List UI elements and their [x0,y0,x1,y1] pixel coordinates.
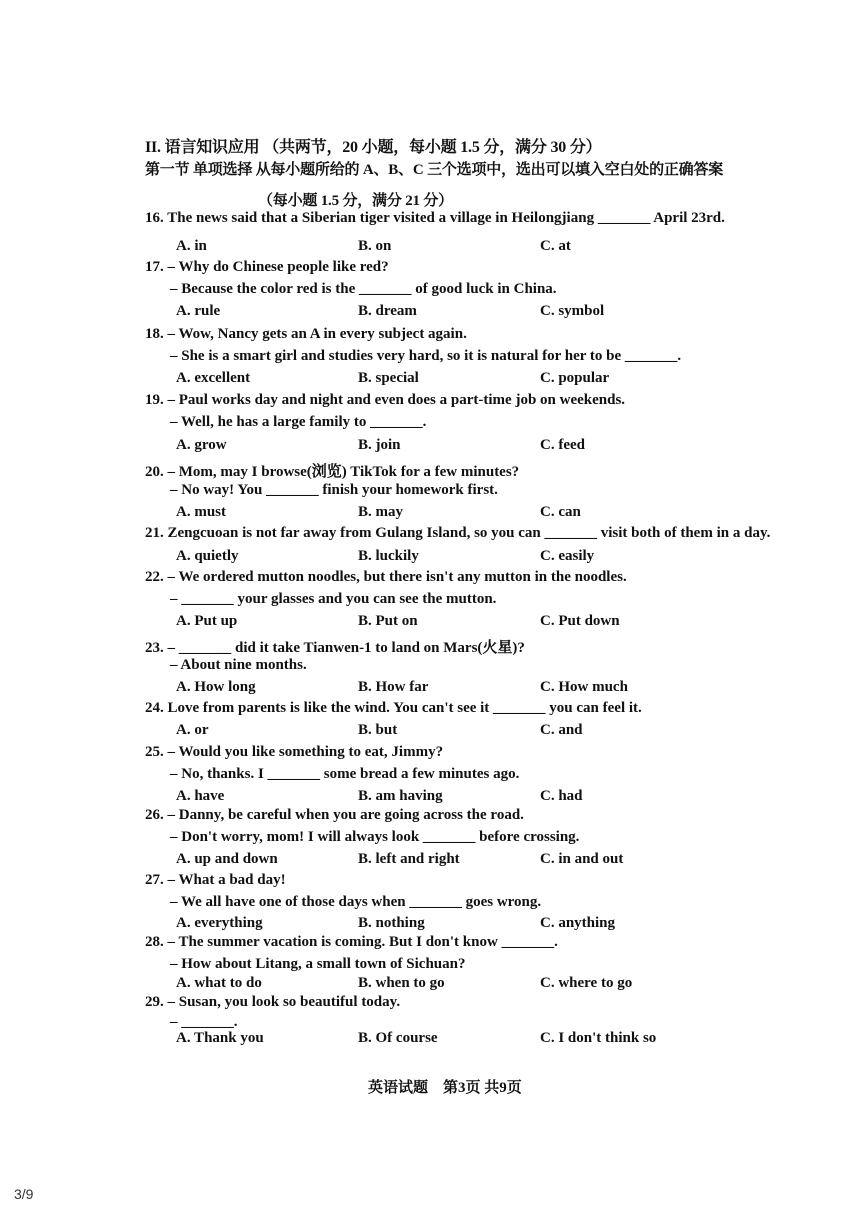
option-a: A. Put up [176,613,238,629]
option-c: C. in and out [540,851,624,867]
question-reply: – Because the color red is the _______ of good luck in China. [170,281,557,297]
option-c: C. I don't think so [540,1030,657,1046]
page-footer: 英语试题 第3页 共9页 [368,1080,522,1096]
option-a: A. grow [176,437,227,453]
question-stem: 19. – Paul works day and night and even does a part-time job on weekends. [145,392,626,408]
option-c: C. can [540,504,581,520]
option-c: C. and [540,722,583,738]
option-b: B. nothing [358,915,425,931]
option-a: A. quietly [176,548,239,564]
question-reply: – Don't worry, mom! I will always look _______ before crossing. [170,829,580,845]
option-c: C. feed [540,437,585,453]
question-reply: – About nine months. [170,657,307,673]
option-b: B. when to go [358,975,445,991]
option-b: B. am having [358,788,443,804]
question-stem: 20. – Mom, may I browse(浏览) TikTok for a few minutes? [145,464,520,480]
option-a: A. must [176,504,227,520]
question-stem: 21. Zengcuoan is not far away from Gulang Island, so you can _______ visit both of them in a day. [145,525,771,541]
option-b: B. but [358,722,398,738]
option-c: C. where to go [540,975,633,991]
question-stem: 27. – What a bad day! [145,872,286,888]
question-reply: – How about Litang, a small town of Sichuan? [170,956,466,972]
question-stem: 26. – Danny, be careful when you are going across the road. [145,807,524,823]
option-c: C. anything [540,915,616,931]
question-stem: 18. – Wow, Nancy gets an A in every subject again. [145,326,467,342]
option-b: B. dream [358,303,417,319]
option-b: B. join [358,437,401,453]
option-a: A. How long [176,679,256,695]
option-c: C. How much [540,679,628,695]
option-a: A. have [176,788,225,804]
question-stem: 24. Love from parents is like the wind. You can't see it _______ you can feel it. [145,700,642,716]
option-a: A. everything [176,915,263,931]
option-a: A. what to do [176,975,262,991]
question-reply: – Well, he has a large family to _______. [170,414,427,430]
option-c: C. had [540,788,583,804]
option-a: A. excellent [176,370,251,386]
question-reply: – _______. [170,1014,238,1030]
option-b: B. How far [358,679,429,695]
option-b: B. on [358,238,392,254]
option-b: B. luckily [358,548,419,564]
option-b: B. Put on [358,613,418,629]
question-stem: 23. – _______ did it take Tianwen-1 to land on Mars(火星)? [145,640,525,656]
question-reply: – _______ your glasses and you can see the mutton. [170,591,497,607]
option-a: A. Thank you [176,1030,264,1046]
question-stem: 28. – The summer vacation is coming. But I don't know _______. [145,934,558,950]
option-c: C. easily [540,548,595,564]
option-a: A. rule [176,303,221,319]
section-score: （每小题 1.5 分，满分 21 分） [258,193,453,209]
option-a: A. up and down [176,851,278,867]
question-reply: – We all have one of those days when _______ goes wrong. [170,894,542,910]
option-b: B. left and right [358,851,460,867]
question-reply: – No way! You _______ finish your homework first. [170,482,498,498]
option-b: B. may [358,504,403,520]
question-stem: 17. – Why do Chinese people like red? [145,259,389,275]
question-reply: – She is a smart girl and studies very hard, so it is natural for her to be _______. [170,348,682,364]
page-indicator: 3/9 [14,1186,34,1202]
option-a: A. or [176,722,209,738]
option-a: A. in [176,238,207,254]
section-heading: 第一节 单项选择 从每小题所给的 A、B、C 三个选项中，选出可以填入空白处的正确答案 [145,162,724,178]
option-c: C. symbol [540,303,605,319]
question-stem: 16. The news said that a Siberian tiger visited a village in Heilongjiang _______ April 23rd. [145,210,725,226]
option-c: C. at [540,238,571,254]
question-stem: 29. – Susan, you look so beautiful today. [145,994,401,1010]
question-reply: – No, thanks. I _______ some bread a few minutes ago. [170,766,520,782]
question-stem: 22. – We ordered mutton noodles, but there isn't any mutton in the noodles. [145,569,627,585]
option-b: B. Of course [358,1030,438,1046]
part-heading: II. 语言知识应用 （共两节，20 小题，每小题 1.5 分，满分 30 分） [145,139,602,156]
option-c: C. Put down [540,613,620,629]
question-stem: 25. – Would you like something to eat, Jimmy? [145,744,444,760]
option-c: C. popular [540,370,610,386]
option-b: B. special [358,370,419,386]
